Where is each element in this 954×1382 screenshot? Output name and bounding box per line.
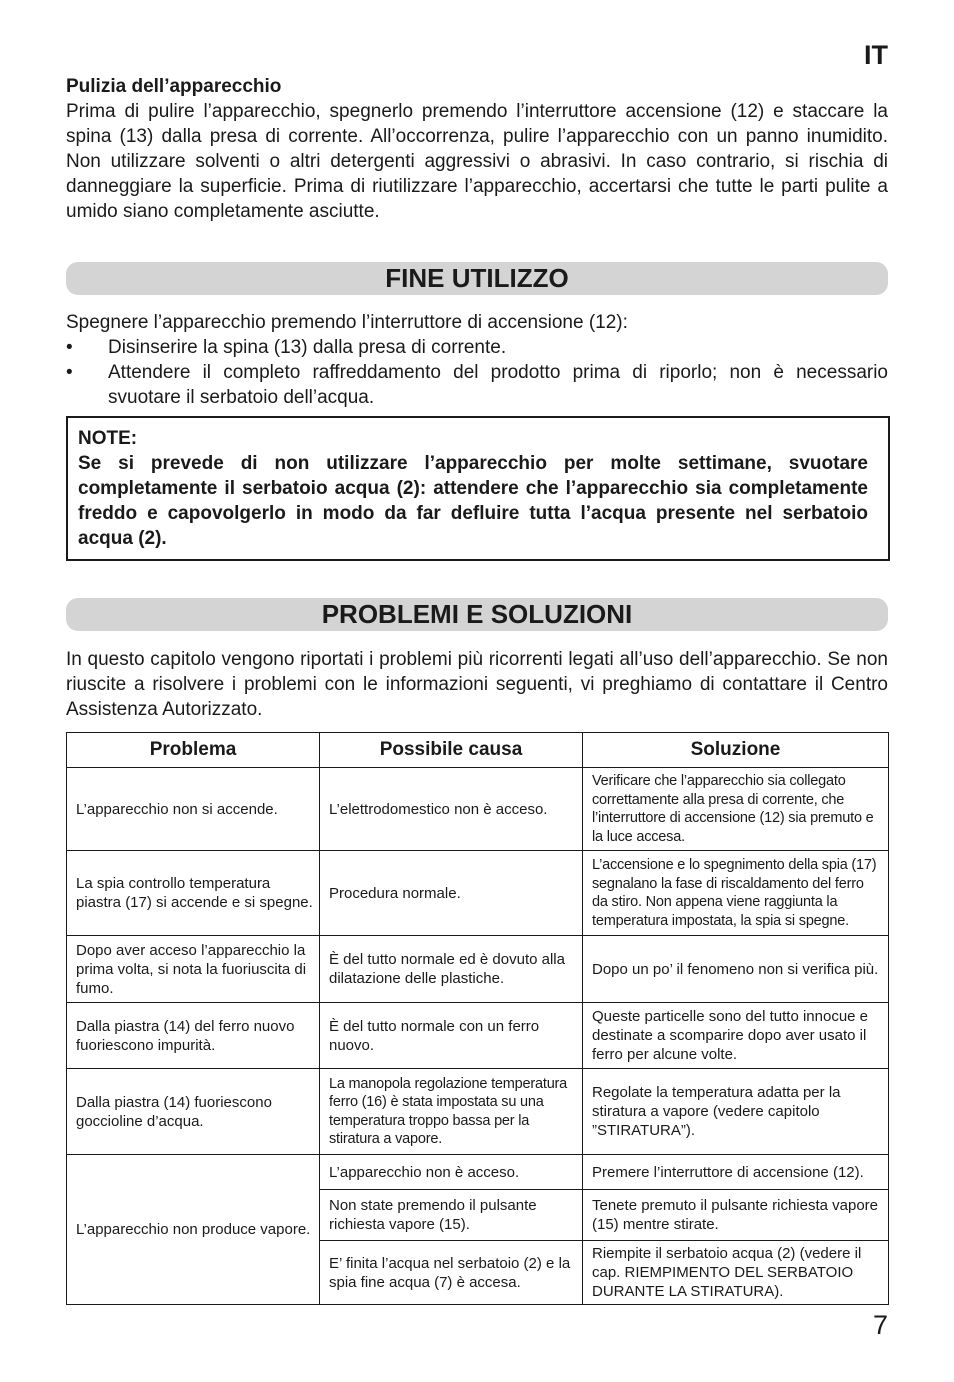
language-code: IT <box>864 40 888 70</box>
solution-cell: Premere l’interruttore di accensione (12). <box>583 1155 889 1190</box>
table-row <box>67 936 889 1003</box>
table-row <box>67 1155 889 1190</box>
bullet-mark: • <box>66 337 73 358</box>
table-header-row <box>67 733 889 768</box>
note-box <box>66 416 890 561</box>
table-row <box>67 1003 889 1069</box>
page-number: 7 <box>872 1310 888 1340</box>
end-use-section <box>66 310 888 410</box>
cause-cell: L’apparecchio non è acceso. <box>320 1155 583 1190</box>
column-header-problem: Problema <box>67 733 320 768</box>
solution-cell: Riempite il serbatoio acqua (2) (vedere il cap. RIEMPIMENTO DEL SERBATOIO DURANTE LA STIRATURA). <box>583 1241 889 1305</box>
problem-cell: L’apparecchio non si accende. <box>67 768 320 851</box>
cause-cell: E’ finita l’acqua nel serbatoio (2) e la spia fine acqua (7) è accesa. <box>320 1241 583 1305</box>
end-use-heading: FINE UTILIZZO <box>66 262 888 295</box>
troubleshooting-heading: PROBLEMI E SOLUZIONI <box>66 598 888 631</box>
solution-cell: Regolate la temperatura adatta per la stiratura a vapore (vedere capitolo ”STIRATURA”). <box>583 1069 889 1155</box>
column-header-cause: Possibile causa <box>320 733 583 768</box>
problem-cell: La spia controllo temperatura piastra (17) si accende e si spegne. <box>67 851 320 936</box>
cleaning-section <box>66 74 888 224</box>
cause-cell: È del tutto normale ed è dovuto alla dilatazione delle plastiche. <box>320 936 583 1003</box>
solution-cell: Tenete premuto il pulsante richiesta vapore (15) mentre stirate. <box>583 1190 889 1241</box>
bullet-mark: • <box>66 362 73 383</box>
list-item <box>66 360 888 410</box>
troubleshooting-intro: In questo capitolo vengono riportati i problemi più ricorrenti legati all’uso dell’apparecchio. Se non riuscite a risolvere i problemi con le informazioni seguenti, vi preghiamo di contattare il Centro Assistenza Autorizzato. <box>66 649 888 720</box>
solution-cell: Verificare che l’apparecchio sia collegato correttamente alla presa di corrente, che l’interruttore di accensione (12) sia premuto e la luce accesa. <box>583 768 889 851</box>
problem-cell: Dopo aver acceso l’apparecchio la prima volta, si nota la fuoriuscita di fumo. <box>67 936 320 1003</box>
cause-cell: È del tutto normale con un ferro nuovo. <box>320 1003 583 1069</box>
problem-cell: Dalla piastra (14) fuoriescono goccioline d’acqua. <box>67 1069 320 1155</box>
end-use-bullets <box>66 335 888 410</box>
solution-cell: Dopo un po’ il fenomeno non si verifica più. <box>583 936 889 1003</box>
solution-cell: L’accensione e lo spegnimento della spia (17) segnalano la fase di riscaldamento del ferro da stiro. Non appena viene raggiunta la temperatura impostata, la spia si spegne. <box>583 851 889 936</box>
end-use-intro: Spegnere l’apparecchio premendo l’interruttore di accensione (12): <box>66 312 628 333</box>
bullet-text: Disinserire la spina (13) dalla presa di corrente. <box>108 337 507 358</box>
table-row <box>67 768 889 851</box>
table-row <box>67 851 889 936</box>
note-text: Se si prevede di non utilizzare l’apparecchio per molte settimane, svuotare completamente il serbatoio acqua (2): attendere che l’apparecchio sia completamente freddo e capovolgerlo in modo da far defluire tutta l’acqua presente nel serbatoio acqua (2). <box>78 453 868 549</box>
column-header-solution: Soluzione <box>583 733 889 768</box>
list-item <box>66 335 888 360</box>
cause-cell: La manopola regolazione temperatura ferro (16) è stata impostata su una temperatura troppo bassa per la stiratura a vapore. <box>320 1069 583 1155</box>
troubleshooting-table <box>66 732 889 1305</box>
table-row <box>67 1069 889 1155</box>
cause-cell: L’elettrodomestico non è acceso. <box>320 768 583 851</box>
cleaning-title: Pulizia dell’apparecchio <box>66 76 282 97</box>
problem-cell: Dalla piastra (14) del ferro nuovo fuoriescono impurità. <box>67 1003 320 1069</box>
solution-cell: Queste particelle sono del tutto innocue e destinate a scomparire dopo aver usato il ferro per alcune volte. <box>583 1003 889 1069</box>
cause-cell: Procedura normale. <box>320 851 583 936</box>
cause-cell: Non state premendo il pulsante richiesta vapore (15). <box>320 1190 583 1241</box>
bullet-text: Attendere il completo raffreddamento del prodotto prima di riporlo; non è necessario svuotare il serbatoio dell’acqua. <box>108 362 888 408</box>
problem-cell: L’apparecchio non produce vapore. <box>67 1155 320 1305</box>
cleaning-text: Prima di pulire l’apparecchio, spegnerlo premendo l’interruttore accensione (12) e staccare la spina (13) dalla presa di corrente. All’occorrenza, pulire l’apparecchio con un panno inumidito. Non utilizzare solventi o altri detergenti aggressivi o abrasivi. In caso contrario, si rischia di danneggiare la superficie. Prima di riutilizzare l’apparecchio, accertarsi che tutte le parti pulite a umido siano completamente asciutte. <box>66 101 888 222</box>
note-title: NOTE: <box>78 428 138 449</box>
